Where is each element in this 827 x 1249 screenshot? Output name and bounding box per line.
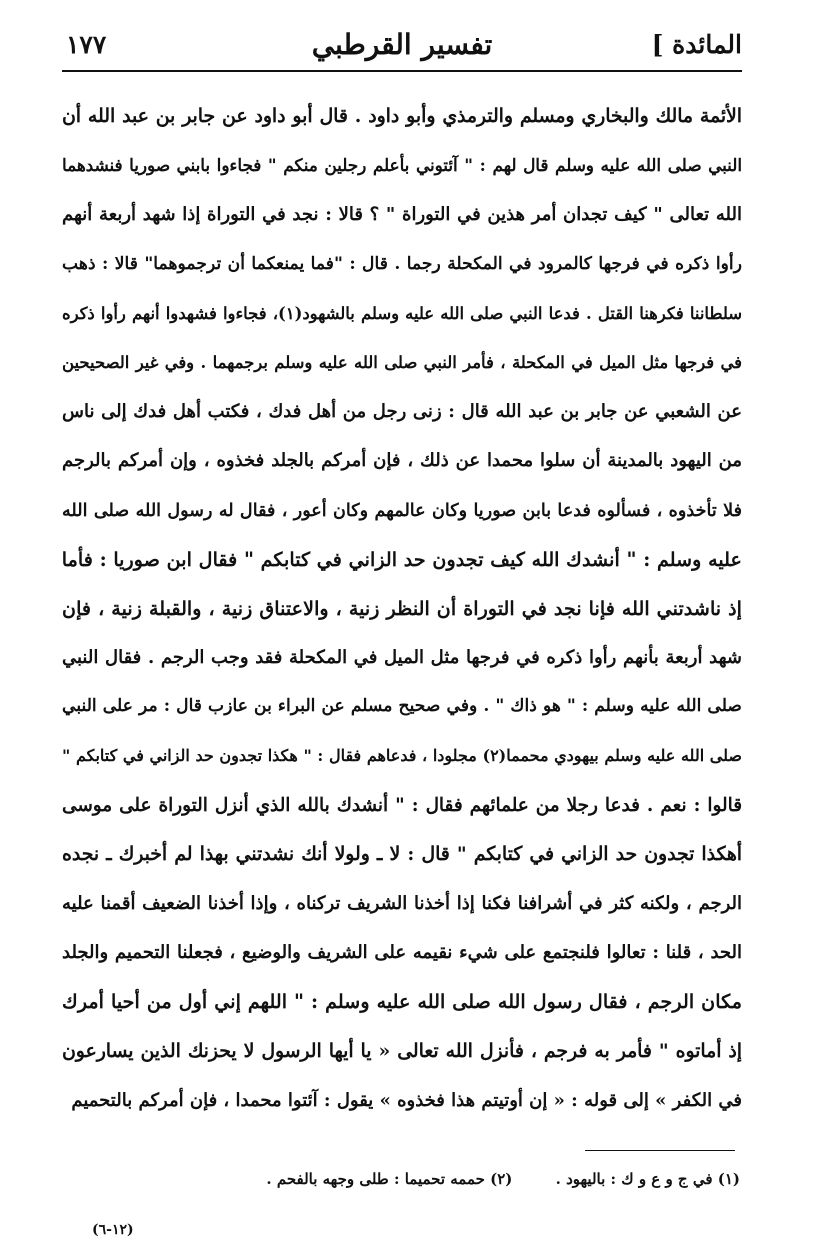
page-number: ١٧٧ <box>66 30 107 59</box>
text-line: النبي صلى الله عليه وسلم قال لهم : " آئتوني بأعلم رجلين منكم " فجاءوا بابني صوريا فنشدهما <box>62 155 742 176</box>
text-line: أهكذا تجدون حد الزاني في كتابكم " قال : لا ـ ولولا أنك نشدتني بهذا لم أخبرك ـ نجده <box>62 842 742 865</box>
surah-name: المائدة ] <box>651 30 742 59</box>
running-title: تفسير القرطبي <box>311 28 493 61</box>
text-line: الحد ، قلنا : تعالوا فلنجتمع على شيء نقيمه على الشريف والوضيع ، فجعلنا التحميم والجلد <box>62 942 742 964</box>
text-line: صلى الله عليه وسلم : " هو ذاك " . وفي صحيح مسلم عن البراء بن عازب قال : مر على النبي <box>62 696 742 717</box>
text-line: الرجم ، ولكنه كثر في أشرافنا فكنا إذا أخذنا الشريف تركناه ، وإذا أخذنا الضعيف أقمنا عليه <box>62 893 742 914</box>
text-line: شهد أربعة بأنهم رأوا ذكره في فرجها مثل الميل في المكحلة فقد وجب الرجم . فقال النبي <box>62 647 742 669</box>
text-line: رأوا ذكره في فرجها كالمرود في المكحلة رجما . قال : "فما يمنعكما أن ترجموهما" قالا : ذهب <box>62 253 742 274</box>
text-line: فلا تأخذوه ، فسألوه فدعا بابن صوريا وكان عالمهم وكان أعور ، فقال له رسول الله صلى الله <box>62 499 742 521</box>
text-line: قالوا : نعم . فدعا رجلا من علمائهم فقال : " أنشدك بالله الذي أنزل التوراة على موسى <box>62 794 742 816</box>
footnote-2: (٢) حممه تحميما : طلى وجهه بالفحم . <box>266 1170 513 1188</box>
text-line: في فرجها مثل الميل في المكحلة ، فأمر النبي صلى الله عليه وسلم برجمهما . وفي غير الصحيحين <box>62 352 742 372</box>
text-line: إذ ناشدتني الله فإنا نجد في التوراة أن النظر زنية ، والاعتناق زنية ، والقبلة زنية ، فإن <box>62 596 742 620</box>
text-line: صلى الله عليه وسلم بيهودي محمما(٢) مجلودا ، فدعاهم فقال : " هكذا تجدون حد الزاني في كتابكم " <box>62 746 742 766</box>
footnotes <box>180 1170 740 1188</box>
page-header <box>62 24 742 70</box>
text-line: من اليهود بالمدينة أن سلوا محمدا عن ذلك ، فإن أمركم بالجلد فخذوه ، وإن أمركم بالرجم <box>62 450 742 472</box>
footnote-1: (١) في ج و ع و ك : باليهود . <box>555 1170 740 1188</box>
header-rule <box>62 70 742 72</box>
body-text <box>62 92 742 1125</box>
text-line: عليه وسلم : " أنشدك الله كيف تجدون حد الزاني في كتابكم " فقال ابن صوريا : فأما <box>62 547 742 571</box>
text-line: الله تعالى " كيف تجدان أمر هذين في التوراة " ؟ قالا : نجد في التوراة إذا شهد أربعة أنهم <box>62 204 742 226</box>
text-line: الأئمة مالك والبخاري ومسلم والترمذي وأبو داود . قال أبو داود عن جابر بن عبد الله أن <box>62 105 742 127</box>
text-line: سلطاننا فكرهنا القتل . فدعا النبي صلى الله عليه وسلم بالشهود(١)، فجاءوا فشهدوا أنهم رأوا ذكره <box>62 303 742 323</box>
text-line: عن الشعبي عن جابر بن عبد الله قال : زنى رجل من أهل فدك ، فكتب أهل فدك إلى ناس <box>62 401 742 423</box>
printer-signature: (١٢-٦) <box>92 1222 134 1238</box>
text-line: مكان الرجم ، فقال رسول الله صلى الله عليه وسلم : " اللهم إني أول من أحيا أمرك <box>62 990 742 1014</box>
footnote-rule <box>585 1150 735 1151</box>
text-line: إذ أماتوه " فأمر به فرجم ، فأنزل الله تعالى « يا أيها الرسول لا يحزنك الذين يسارعون <box>62 1039 742 1062</box>
text-line: في الكفر » إلى قوله : « إن أوتيتم هذا فخذوه » يقول : آئتوا محمدا ، فإن أمركم بالتحميم <box>71 1089 742 1111</box>
